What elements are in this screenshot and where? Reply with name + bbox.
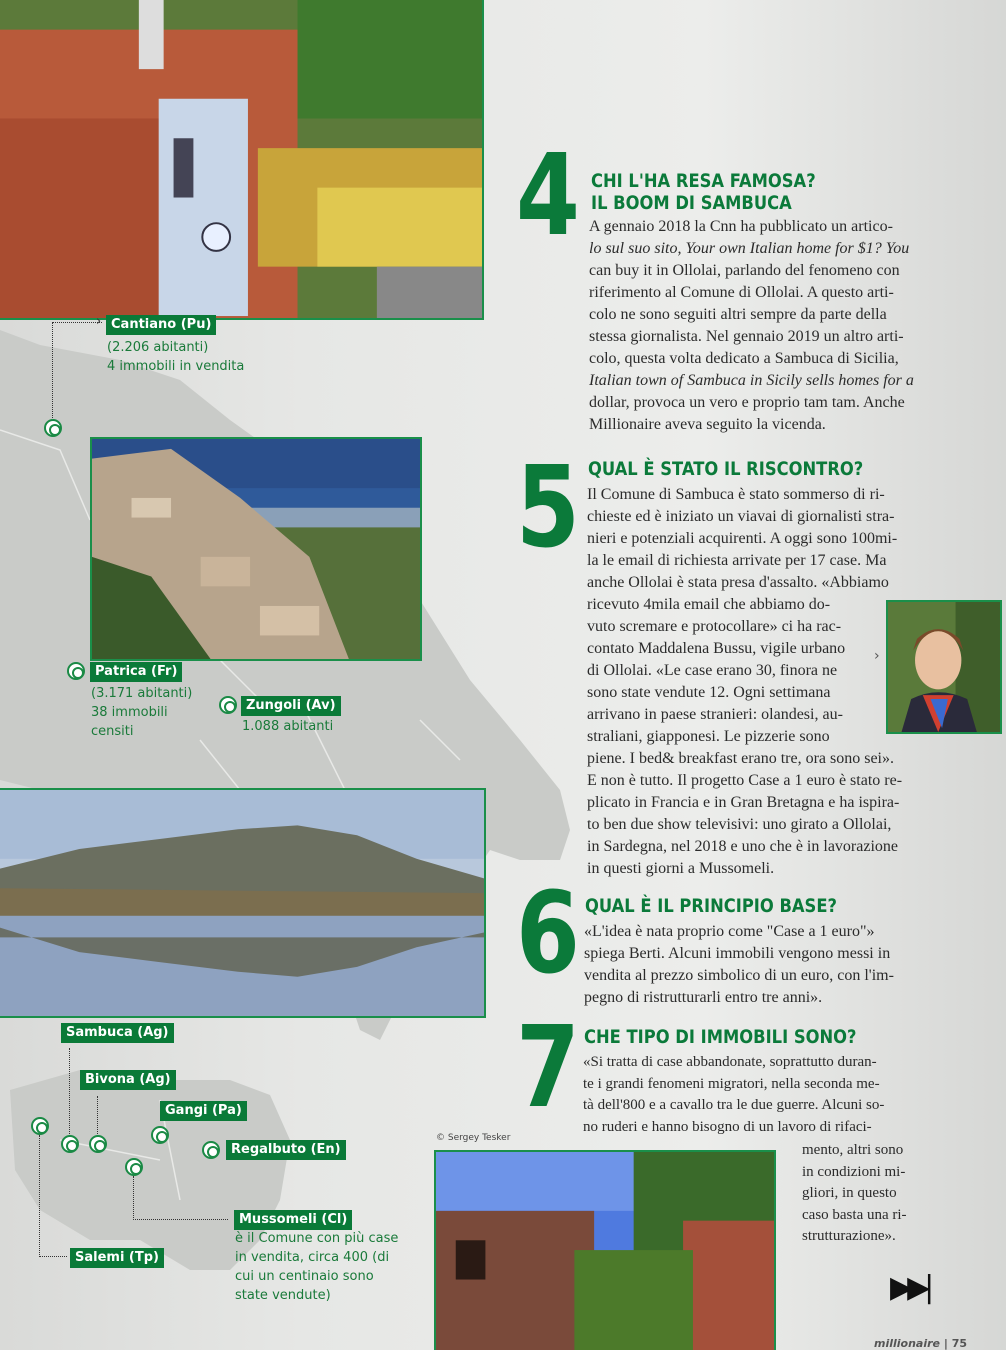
town-details-zungoli: 1.088 abitanti	[242, 719, 334, 734]
fast-forward-icon: ▶▶|	[890, 1270, 929, 1305]
magazine-name: millionaire	[874, 1337, 941, 1350]
town-name-mussomeli: Mussomeli (Cl)	[234, 1210, 352, 1230]
town-name-cantiano: Cantiano (Pu)	[106, 315, 216, 335]
page-number: 75	[951, 1337, 968, 1350]
patrica-photo	[90, 437, 422, 661]
section-heading-5: QUAL È STATO IL RISCONTRO?	[588, 458, 864, 480]
chevron-right-icon: ›	[874, 648, 880, 664]
town-name-regalbuto: Regalbuto (En)	[226, 1140, 346, 1160]
section-body-7-wrap: mento, altri sono in condizioni mi- gliori, in questo caso basta una ri- strutturazione».	[802, 1142, 907, 1244]
town-details-mussomeli: è il Comune con più case in vendita, circa 400 (di cui un centinaio sono state vendute)	[235, 1231, 399, 1303]
section-body-7: «Si tratta di case abbandonate, soprattutto duran- te i grandi fenomeni migratori, nella seconda me- tà dell'800 e a cavallo tra le due guerre. Alcuni so- no ruderi e hanno bisogno di un lavoro di rifaci-	[583, 1054, 885, 1135]
section-number-5: 5	[516, 443, 577, 573]
section-number-4: 4	[516, 131, 577, 261]
mussomeli-leader	[133, 1176, 228, 1220]
section-number-6: 6	[516, 869, 577, 999]
section-body-4: A gennaio 2018 la Cnn ha pubblicato un artico- lo sul suo sito, Your own Italian home for $1? You can buy it in Ollolai, parlando del fenomeno con riferimento al Comune di Ollolai. A questo arti- colo ne sono seguiti altri sempre da parte della stessa giornalista. Nel gennaio 2019 un altro arti- colo, questa volta dedicato a Sambuca di Sicilia, Italian town of Sambuca in Sicily sells homes for a dollar, provoca un vero e proprio tam tam. Anche Millionaire aveva seguito la vicenda.	[589, 218, 914, 433]
town-name-gangi: Gangi (Pa)	[160, 1101, 247, 1121]
arrow-right-icon: ›	[96, 314, 102, 329]
footer-separator: |	[943, 1337, 948, 1350]
section-body-5: Il Comune di Sambuca è stato sommerso di ri- chieste ed è iniziato un viavai di giornalisti stra- nieri e potenziali acquirenti. A oggi sono 100mi- la le email di richiesta arrivate per 17 case. Ma anche Ollolai è stata presa d'assalto. «Abbiamo ricevuto 4mila email che abbiamo do- vuto scremare e protocollare» ci ha rac- contato Maddalena Bussu, vigile urbano di Ollolai. «Le case erano 30, finora ne sono state vendute 12. Ogni settimana arrivano in paese stranieri: olandesi, au- straliani, giapponesi. Le pizzerie sono piene. I bed& breakfast erano tre, ora sono sei». E non è tutto. Il progetto Case a 1 euro è stato re- plicato in Francia e in Gran Bretagna e ha ispira- to ben due show televisivi: uno girato a Ollolai, in Sardegna, nel 2018 e uno che è in lavorazione in questi giorni a Mussomeli.	[587, 486, 903, 877]
target-icon-cantiano	[44, 419, 62, 437]
photo-credit: © Sergey Tesker	[436, 1133, 511, 1143]
town-details-patrica: (3.171 abitanti) 38 immobili censiti	[91, 686, 193, 739]
target-icon-mussomeli	[125, 1158, 143, 1176]
town-name-patrica: Patrica (Fr)	[90, 662, 182, 682]
town-details-cantiano: (2.206 abitanti) 4 immobili in vendita	[107, 340, 245, 374]
target-icon-zungoli	[219, 696, 237, 714]
cantiano-photo	[0, 0, 484, 320]
section-heading-4: CHI L'HA RESA FAMOSA? IL BOOM DI SAMBUCA	[591, 170, 816, 214]
ruins-photo	[434, 1150, 776, 1350]
page-footer	[874, 1337, 967, 1350]
salemi-leader	[39, 1135, 67, 1257]
portrait-photo	[886, 600, 1002, 734]
section-body-6: «L'idea è nata proprio come "Case a 1 euro"» spiega Berti. Alcuni immobili vengono messi in vendita al prezzo simbolico di un euro, con l'im- pegno di ristrutturarli entro tre anni».	[584, 923, 894, 1006]
town-name-bivona: Bivona (Ag)	[80, 1070, 176, 1090]
section-heading-6: QUAL È IL PRINCIPIO BASE?	[585, 895, 837, 917]
sambuca-leader	[69, 1048, 70, 1136]
section-number-7: 7	[516, 1003, 577, 1133]
section-heading-7: CHE TIPO DI IMMOBILI SONO?	[584, 1026, 857, 1048]
target-icon-bivona	[89, 1135, 107, 1153]
target-icon-patrica	[67, 662, 85, 680]
bivona-leader	[97, 1096, 98, 1136]
sicily-lake-photo	[0, 788, 486, 1018]
target-icon-gangi	[151, 1126, 169, 1144]
town-name-salemi: Salemi (Tp)	[70, 1248, 164, 1268]
target-icon-regalbuto	[202, 1141, 220, 1159]
town-name-sambuca: Sambuca (Ag)	[61, 1023, 174, 1043]
cantiano-leader	[52, 322, 102, 418]
town-name-zungoli: Zungoli (Av)	[241, 696, 341, 716]
target-icon-salemi	[31, 1117, 49, 1135]
